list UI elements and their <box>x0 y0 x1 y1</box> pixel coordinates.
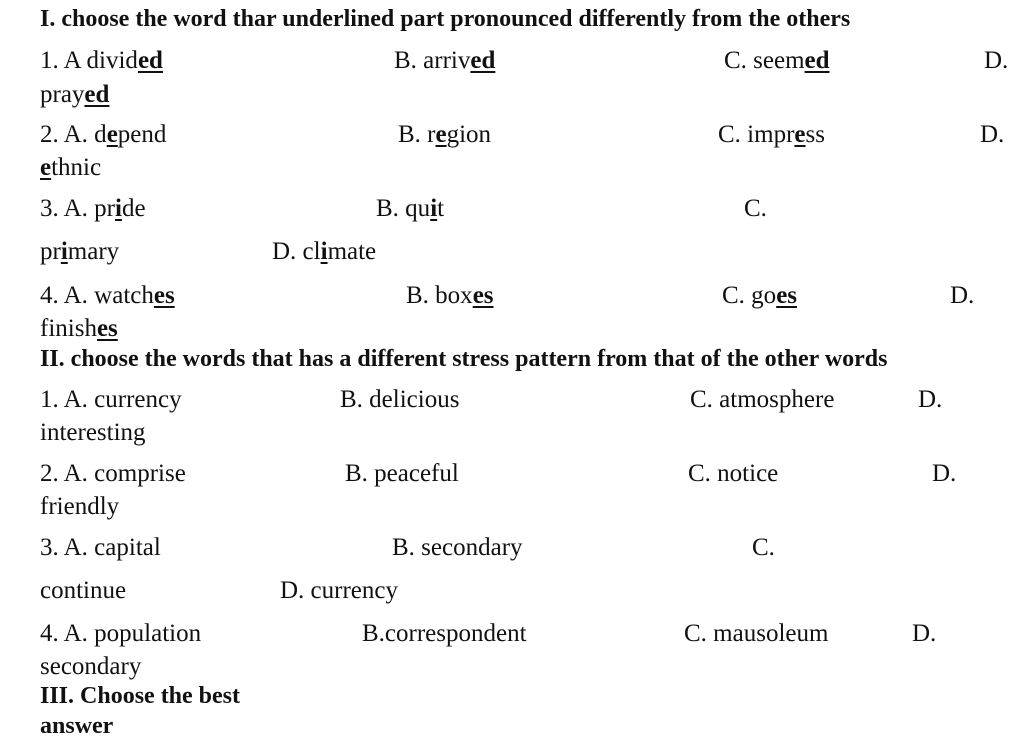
s1-q2-option-a: 2. A. depend <box>40 121 167 148</box>
s1-q4-option-d-word: finishes <box>40 315 118 342</box>
s2-q4-option-d-word: secondary <box>40 653 142 680</box>
section3-title-partial <box>40 681 280 739</box>
s1-q2-option-c: C. impress <box>718 121 825 148</box>
s1-q4-option-a: 4. A. watches <box>40 282 175 309</box>
s2-q3-option-c-label: C. <box>752 534 775 561</box>
s1-q4-option-d-label: D. <box>950 282 975 309</box>
s2-q1-option-d-word: interesting <box>40 419 146 446</box>
s1-q1-option-a: 1. A divided <box>40 47 163 74</box>
s1-q3-option-c-word: primary <box>40 238 120 265</box>
s2-q1-option-a: 1. A. currency <box>40 386 182 413</box>
s2-q1-option-b: B. delicious <box>340 386 460 413</box>
s1-q2-option-d-word: ethnic <box>40 154 102 181</box>
s1-q4-option-b: B. boxes <box>406 282 494 309</box>
s1-q2-option-d-label: D. <box>980 121 1005 148</box>
s1-q3-option-d: D. climate <box>272 238 377 265</box>
s2-q2-option-a: 2. A. comprise <box>40 460 186 487</box>
s1-q1-option-d-word: prayed <box>40 81 110 108</box>
s2-q2-option-c: C. notice <box>688 460 779 487</box>
s2-q1-option-d-label: D. <box>918 386 943 413</box>
s2-q4-option-d-label: D. <box>912 620 937 647</box>
section2-title: II. choose the words that has a different stress pattern from that of the other words <box>40 346 888 372</box>
s2-q3-option-b: B. secondary <box>392 534 523 561</box>
s1-q3-option-b: B. quit <box>376 195 445 222</box>
section3-title-text: III. Choose the best answer <box>40 683 241 739</box>
section1-title: I. choose the word thar underlined part pronounced differently from the others <box>40 6 851 32</box>
s2-q1-option-c: C. atmosphere <box>690 386 835 413</box>
s1-q1-option-b: B. arrived <box>394 47 496 74</box>
s2-q4-option-c: C. mausoleum <box>684 620 829 647</box>
s1-q3-option-c-label: C. <box>744 195 767 222</box>
s1-q2-option-b: B. region <box>398 121 492 148</box>
s2-q3-option-c-word: continue <box>40 577 127 604</box>
s2-q2-option-d-label: D. <box>932 460 957 487</box>
s1-q4-option-c: C. goes <box>722 282 798 309</box>
s2-q3-option-a: 3. A. capital <box>40 534 161 561</box>
s1-q1-option-c: C. seemed <box>724 47 830 74</box>
s2-q4-option-b: B.correspondent <box>362 620 527 647</box>
s2-q4-option-a: 4. A. population <box>40 620 202 647</box>
s1-q3-option-a: 3. A. pride <box>40 195 146 222</box>
s2-q2-option-d-word: friendly <box>40 493 120 520</box>
s2-q2-option-b: B. peaceful <box>345 460 459 487</box>
s2-q3-option-d: D. currency <box>280 577 398 604</box>
s1-q1-option-d-label: D. <box>984 47 1009 74</box>
